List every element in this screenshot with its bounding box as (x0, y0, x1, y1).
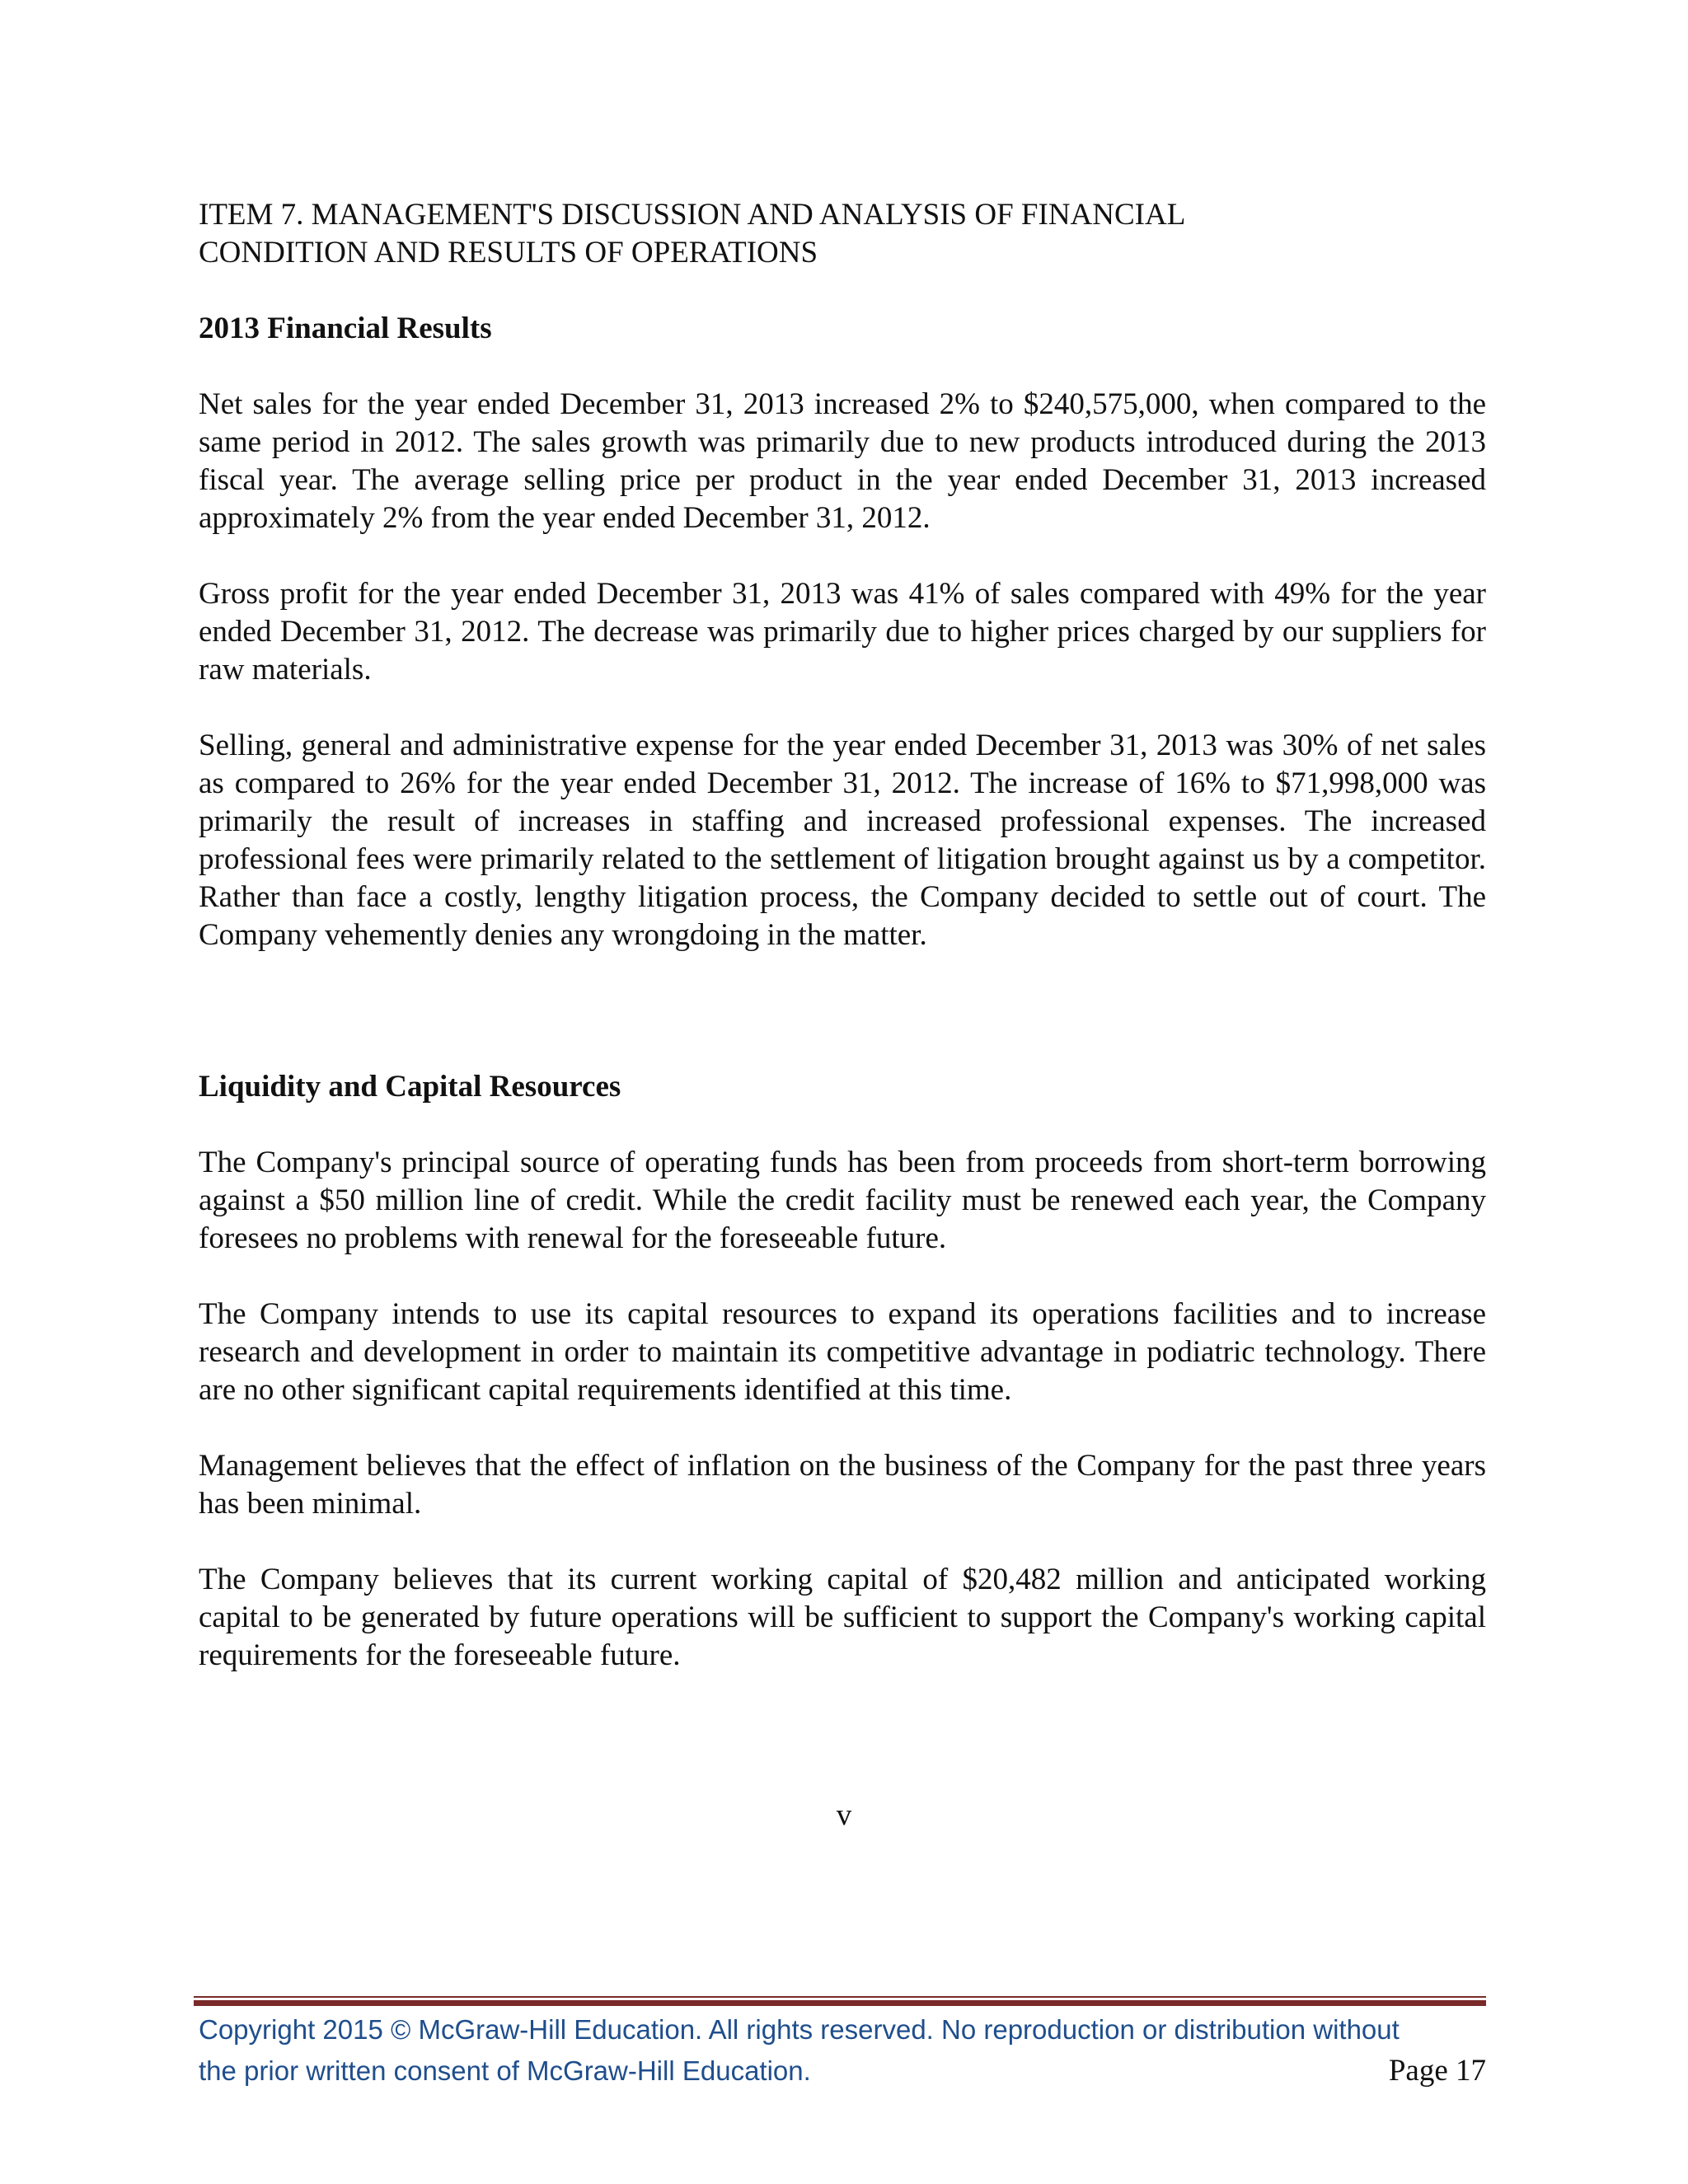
footer-divider-thick (194, 2000, 1486, 2006)
paragraph-operating-funds: The Company's principal source of operating funds has been from proceeds from short-term borrowing against a $50 million line of credit. While the credit facility must be renewed each year, the Company foresees no problems with renewal for the foreseeable future. (199, 1146, 1486, 1255)
item-heading (199, 196, 1486, 272)
footer-copyright-line1: Copyright 2015 © McGraw-Hill Education. All rights reserved. No reproduction or distribution without (199, 2014, 1400, 2045)
item-heading-line2: CONDITION AND RESULTS OF OPERATIONS (199, 236, 818, 269)
paragraph-working-capital: The Company believes that its current working capital of $20,482 million and anticipated working capital to be generated by future operations will be sufficient to support the Company's working capital requirements for the foreseeable future. (199, 1563, 1486, 1672)
footer-copyright-line2: the prior written consent of McGraw-Hill Education. (199, 2055, 811, 2086)
section-title-financial-results: 2013 Financial Results (199, 312, 492, 345)
item-heading-line1: ITEM 7. MANAGEMENT'S DISCUSSION AND ANALYSIS OF FINANCIAL (199, 198, 1186, 232)
roman-page-mark: v (836, 1798, 852, 1832)
section-title-liquidity: Liquidity and Capital Resources (199, 1070, 621, 1104)
paragraph-sga-expense: Selling, general and administrative expense for the year ended December 31, 2013 was 30% of net sales as compared to 26% for the year ended December 31, 2012. The increase of 16% to $71,998,000 was primarily the result of increases in staffing and increased professional expenses. The increased professional fees were primarily related to the settlement of litigation brought against us by a competitor. Rather than face a costly, lengthy litigation process, the Company decided to settle out of court. The Company vehemently denies any wrongdoing in the matter. (199, 729, 1486, 952)
document-body (199, 196, 1486, 1675)
page-footer (199, 2009, 1486, 2092)
footer-line2 (199, 2050, 1486, 2092)
paragraph-inflation: Management believes that the effect of inflation on the business of the Company for the past three years has been minimal. (199, 1449, 1486, 1521)
paragraph-gross-profit: Gross profit for the year ended December 31, 2013 was 41% of sales compared with 49% for the year ended December 31, 2012. The decrease was primarily due to higher prices charged by our suppliers for raw materials. (199, 577, 1486, 687)
page-number: Page 17 (1388, 2054, 1486, 2088)
paragraph-capital-resources: The Company intends to use its capital resources to expand its operations facilities and to increase research and development in order to maintain its competitive advantage in podiatric technology. There are no other significant capital requirements identified at this time. (199, 1297, 1486, 1407)
paragraph-net-sales: Net sales for the year ended December 31, 2013 increased 2% to $240,575,000, when compared to the same period in 2012. The sales growth was primarily due to new products introduced during the 2013 fiscal year. The average selling price per product in the year ended December 31, 2013 increased approximately 2% from the year ended December 31, 2012. (199, 387, 1486, 535)
footer-divider-thin (194, 1996, 1486, 1998)
